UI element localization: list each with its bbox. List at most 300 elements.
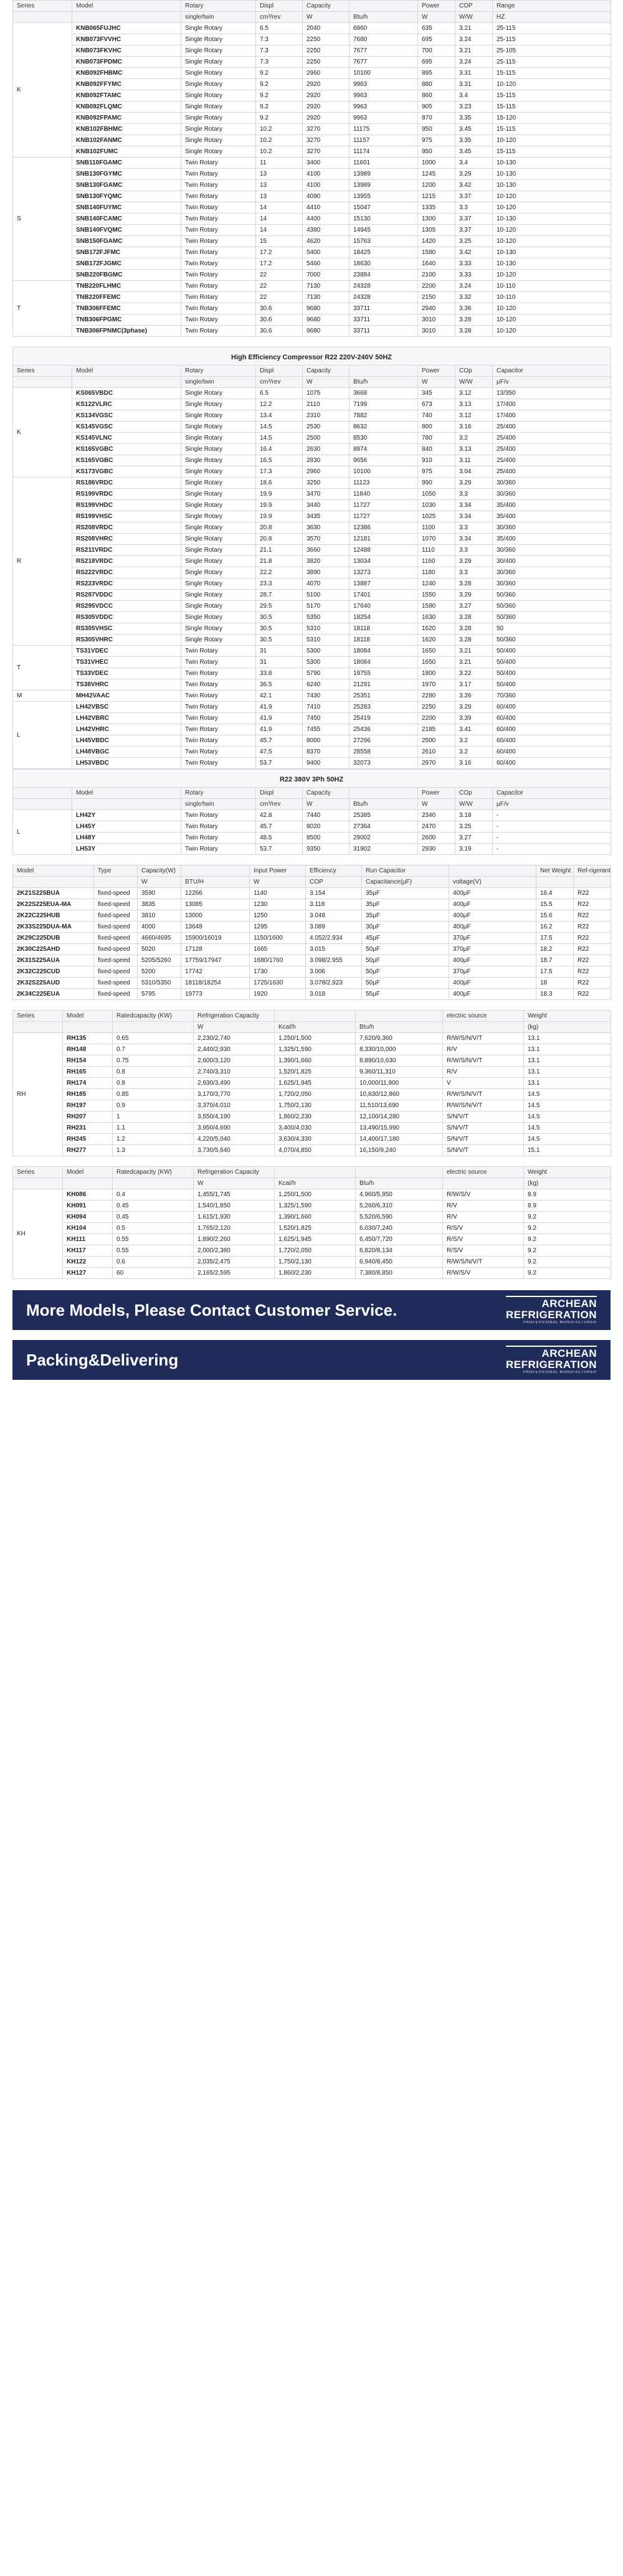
table-row bbox=[13, 601, 611, 612]
table-cell: 1,520/1,825 bbox=[275, 1223, 356, 1234]
column-header: Model bbox=[13, 866, 94, 877]
table-row bbox=[13, 1268, 611, 1279]
table-cell: 22 bbox=[256, 281, 303, 292]
table-cell: 400μF bbox=[449, 922, 536, 933]
table-cell: 6,450/7,720 bbox=[356, 1234, 443, 1245]
table-cell: 5300 bbox=[303, 646, 350, 657]
model-cell: KH091 bbox=[63, 1201, 113, 1212]
table-cell: 1250 bbox=[250, 910, 306, 922]
table-cell: R22 bbox=[574, 989, 611, 1000]
table-cell: 400μF bbox=[449, 910, 536, 922]
model-cell: SNB172FJFMC bbox=[72, 247, 181, 258]
table-cell: 3.21 bbox=[455, 657, 493, 668]
table-cell: 3.29 bbox=[455, 478, 493, 489]
table-cell: 975 bbox=[418, 466, 455, 478]
table-cell: 10-130 bbox=[493, 169, 611, 180]
column-header bbox=[13, 1022, 63, 1033]
table-cell: 400μF bbox=[449, 888, 536, 899]
column-header: Model bbox=[72, 788, 181, 799]
table-cell: 9350 bbox=[303, 844, 350, 855]
table-cell: 400μF bbox=[449, 989, 536, 1000]
table-cell: 0.45 bbox=[113, 1212, 194, 1223]
header-row bbox=[13, 366, 611, 377]
table-row bbox=[13, 955, 611, 966]
table-row bbox=[13, 500, 611, 511]
model-cell: RH148 bbox=[63, 1044, 113, 1055]
table-cell: 17128 bbox=[181, 944, 250, 955]
table-cell: Twin Rotary bbox=[181, 702, 256, 713]
model-cell: KNB092FFYMC bbox=[72, 79, 181, 90]
model-cell: RS305VDDC bbox=[72, 612, 181, 623]
table-cell: 47.5 bbox=[256, 747, 303, 758]
table-cell: 4380 bbox=[303, 225, 350, 236]
table-row bbox=[13, 444, 611, 455]
table-cell: 45.7 bbox=[256, 821, 303, 833]
table-row bbox=[13, 944, 611, 955]
table-cell: 740 bbox=[418, 410, 455, 422]
table-cell: 18.6 bbox=[256, 478, 303, 489]
table-cell: 7,620/9,360 bbox=[356, 1033, 443, 1044]
table-row bbox=[13, 713, 611, 724]
column-header: Capacity bbox=[303, 366, 350, 377]
table-cell: Twin Rotary bbox=[181, 214, 256, 225]
table-cell: S/N/V/T bbox=[443, 1111, 524, 1123]
column-header: Input Power bbox=[250, 866, 306, 877]
table-cell: Single Rotary bbox=[181, 567, 256, 578]
model-cell: TNB220FFEMC bbox=[72, 292, 181, 303]
model-cell: KNB102FBHMC bbox=[72, 124, 181, 135]
table-cell: 14 bbox=[256, 225, 303, 236]
table-cell: 990 bbox=[418, 478, 455, 489]
table-cell: 700 bbox=[418, 45, 455, 57]
table-cell: 3.048 bbox=[306, 910, 362, 922]
table-cell: R/S/V bbox=[443, 1245, 524, 1257]
compressor-table-1 bbox=[12, 0, 611, 337]
table-cell: 3810 bbox=[138, 910, 181, 922]
table-cell: 4100 bbox=[303, 180, 350, 191]
table-cell: 1025 bbox=[418, 511, 455, 522]
model-cell: LH45VBDC bbox=[72, 735, 181, 747]
header-row bbox=[13, 1178, 611, 1189]
table-cell: 25-115 bbox=[493, 23, 611, 34]
table-cell: 3.45 bbox=[455, 124, 493, 135]
table-row bbox=[13, 326, 611, 337]
table-cell: 9.2 bbox=[256, 101, 303, 113]
table-cell: 70/360 bbox=[493, 691, 611, 702]
logo-line-3: PROFESSIONAL MANUFACTURER bbox=[523, 1371, 597, 1374]
model-cell: RS199VHDC bbox=[72, 500, 181, 511]
model-cell: LH42Y bbox=[72, 810, 181, 821]
table-cell: 5,260/6,310 bbox=[356, 1201, 443, 1212]
table-cell: 2500 bbox=[418, 735, 455, 747]
table-cell: 13887 bbox=[350, 578, 418, 590]
column-header: cm³/rev bbox=[256, 12, 303, 23]
table-row bbox=[13, 758, 611, 769]
model-cell: RH135 bbox=[63, 1033, 113, 1044]
table-cell: 5170 bbox=[303, 601, 350, 612]
model-cell: KS165VGBC bbox=[72, 455, 181, 466]
table-cell: 9,360/11,310 bbox=[356, 1067, 443, 1078]
table-cell: 2,000/2,380 bbox=[194, 1245, 275, 1257]
table-cell: 3.34 bbox=[455, 534, 493, 545]
table-cell: 10-130 bbox=[493, 247, 611, 258]
table-cell: 53.7 bbox=[256, 844, 303, 855]
table-cell: 14.5 bbox=[524, 1123, 611, 1134]
logo-line-1: ARCHEAN bbox=[541, 1347, 597, 1359]
column-header: Btu/h bbox=[350, 12, 418, 23]
column-header: cm³/rev bbox=[256, 377, 303, 388]
table-cell: 3.24 bbox=[455, 281, 493, 292]
table-cell: 3010 bbox=[418, 326, 455, 337]
table-cell: 14.5 bbox=[524, 1089, 611, 1100]
table-cell: fixed-speed bbox=[94, 944, 138, 955]
table-row bbox=[13, 933, 611, 944]
table-cell: 11157 bbox=[350, 135, 418, 146]
model-cell: RS208VRDC bbox=[72, 522, 181, 534]
table-cell: 3.24 bbox=[455, 57, 493, 68]
column-header: single/twin bbox=[181, 12, 256, 23]
model-cell: KS173VGBC bbox=[72, 466, 181, 478]
table-cell: Single Rotary bbox=[181, 590, 256, 601]
model-cell: KH122 bbox=[63, 1257, 113, 1268]
table-cell: 17401 bbox=[350, 590, 418, 601]
table-row bbox=[13, 23, 611, 34]
model-cell: 2K32C225CUD bbox=[13, 966, 94, 978]
table-cell: 18630 bbox=[350, 258, 418, 270]
header-row bbox=[13, 866, 611, 877]
table-row bbox=[13, 657, 611, 668]
table-cell: 1,860/2,230 bbox=[275, 1111, 356, 1123]
table-cell: 1580 bbox=[418, 601, 455, 612]
table-cell: Twin Rotary bbox=[181, 821, 256, 833]
table-cell: 9.2 bbox=[256, 79, 303, 90]
table-cell: 2530 bbox=[303, 422, 350, 433]
table-cell: 17/400 bbox=[493, 410, 611, 422]
table-cell: fixed-speed bbox=[94, 888, 138, 899]
column-header: Ratedcapacity (KW) bbox=[113, 1011, 194, 1022]
table-cell: fixed-speed bbox=[94, 910, 138, 922]
model-cell: KH117 bbox=[63, 1245, 113, 1257]
column-header: Model bbox=[63, 1011, 113, 1022]
model-cell: KS145VGSC bbox=[72, 422, 181, 433]
table-cell: 8974 bbox=[350, 444, 418, 455]
model-cell: KH111 bbox=[63, 1234, 113, 1245]
table-cell: 13273 bbox=[350, 567, 418, 578]
table-cell: 15-115 bbox=[493, 90, 611, 101]
column-header: W bbox=[303, 799, 350, 810]
table-cell: 0.55 bbox=[113, 1234, 194, 1245]
table-cell: 18.2 bbox=[536, 944, 574, 955]
table-cell: 25-115 bbox=[493, 57, 611, 68]
table-cell: 3.006 bbox=[306, 966, 362, 978]
model-cell: SNB150FGAMC bbox=[72, 236, 181, 247]
table-cell: 15-120 bbox=[493, 113, 611, 124]
table-cell: R/V bbox=[443, 1201, 524, 1212]
table-cell: 21291 bbox=[350, 679, 418, 691]
compressor-table-3 bbox=[12, 787, 611, 855]
table-cell: 13034 bbox=[350, 556, 418, 567]
table-cell: 10.2 bbox=[256, 124, 303, 135]
column-header: Series bbox=[13, 1, 72, 12]
table-cell: 1,325/1,590 bbox=[275, 1044, 356, 1055]
table-cell: Single Rotary bbox=[181, 135, 256, 146]
table-cell: 9963 bbox=[350, 101, 418, 113]
table-row bbox=[13, 511, 611, 522]
table-cell: Twin Rotary bbox=[181, 169, 256, 180]
table-cell: 8530 bbox=[350, 433, 418, 444]
table-cell: 14.5 bbox=[524, 1111, 611, 1123]
table-cell: 3.25 bbox=[455, 236, 493, 247]
table-cell: 1630 bbox=[418, 612, 455, 623]
table-cell: 13989 bbox=[350, 180, 418, 191]
table-cell: 2250 bbox=[303, 34, 350, 45]
table-cell: 6.5 bbox=[256, 23, 303, 34]
model-cell: KNB102FANMC bbox=[72, 135, 181, 146]
table-cell: 50/400 bbox=[493, 657, 611, 668]
table-cell: 27364 bbox=[350, 821, 418, 833]
table-cell: 1,325/1,590 bbox=[275, 1201, 356, 1212]
model-cell: RS223VRDC bbox=[72, 578, 181, 590]
table-cell: 50/400 bbox=[493, 668, 611, 679]
table-cell: Single Rotary bbox=[181, 635, 256, 646]
table-cell: 5020 bbox=[138, 944, 181, 955]
model-cell: 2K22C225HUB bbox=[13, 910, 94, 922]
table-cell: 3.28 bbox=[455, 635, 493, 646]
table-cell: 0.75 bbox=[113, 1055, 194, 1067]
table-cell: 35/400 bbox=[493, 534, 611, 545]
table-cell: 1,250/1,500 bbox=[275, 1189, 356, 1201]
table-cell: 17.5 bbox=[536, 933, 574, 944]
table-cell: R/W/S/V bbox=[443, 1268, 524, 1279]
table-cell: 30.5 bbox=[256, 612, 303, 623]
table-row bbox=[13, 1234, 611, 1245]
table-cell: R/S/V bbox=[443, 1223, 524, 1234]
model-cell: KNB092FPAMC bbox=[72, 113, 181, 124]
table-cell: 3.31 bbox=[455, 79, 493, 90]
table-row bbox=[13, 922, 611, 933]
table-cell: 3.16 bbox=[455, 758, 493, 769]
table-cell: 2930 bbox=[418, 844, 455, 855]
table-cell: 2920 bbox=[303, 90, 350, 101]
table-cell: 3.34 bbox=[455, 500, 493, 511]
table-cell: 5400 bbox=[303, 247, 350, 258]
column-header: (kg) bbox=[524, 1022, 611, 1033]
model-cell: TS33VDEC bbox=[72, 668, 181, 679]
table-row bbox=[13, 679, 611, 691]
table-cell: 5790 bbox=[303, 668, 350, 679]
table-cell: Single Rotary bbox=[181, 388, 256, 399]
table-cell: 9656 bbox=[350, 455, 418, 466]
table-cell: 3.4 bbox=[455, 158, 493, 169]
table-cell: 18084 bbox=[350, 646, 418, 657]
table-row bbox=[13, 303, 611, 314]
table-row bbox=[13, 124, 611, 135]
table-cell: 0.8 bbox=[113, 1078, 194, 1089]
table-cell: R/S/V bbox=[443, 1234, 524, 1245]
model-cell: SNB130FGAMC bbox=[72, 180, 181, 191]
table-cell: 50/360 bbox=[493, 612, 611, 623]
column-header bbox=[356, 1011, 443, 1022]
table-cell: 7,380/8,850 bbox=[356, 1268, 443, 1279]
table-cell: fixed-speed bbox=[94, 922, 138, 933]
model-cell: TNB306FPNMC(3phase) bbox=[72, 326, 181, 337]
column-header: Btu/h bbox=[356, 1022, 443, 1033]
table-cell: 13.1 bbox=[524, 1055, 611, 1067]
table-cell: Twin Rotary bbox=[181, 270, 256, 281]
table-row bbox=[13, 635, 611, 646]
table-row bbox=[13, 1078, 611, 1089]
table-cell: 13 bbox=[256, 191, 303, 202]
table-cell: 15-115 bbox=[493, 101, 611, 113]
table-row bbox=[13, 966, 611, 978]
table-cell: Twin Rotary bbox=[181, 833, 256, 844]
column-header: electric source bbox=[443, 1167, 524, 1178]
table-cell: Single Rotary bbox=[181, 511, 256, 522]
column-header: W bbox=[303, 377, 350, 388]
table-cell: 3.16 bbox=[455, 422, 493, 433]
table-cell: 2310 bbox=[303, 410, 350, 422]
table-row bbox=[13, 191, 611, 202]
series-cell: RH bbox=[13, 1033, 63, 1156]
table-cell: 18118 bbox=[350, 635, 418, 646]
table-row bbox=[13, 158, 611, 169]
table-cell: 1100 bbox=[418, 522, 455, 534]
table-cell: 18118 bbox=[350, 623, 418, 635]
table-cell: 18 bbox=[536, 978, 574, 989]
table-row bbox=[13, 478, 611, 489]
table-cell: 5795 bbox=[138, 989, 181, 1000]
table-cell: 1.1 bbox=[113, 1123, 194, 1134]
table-cell: 3.29 bbox=[455, 556, 493, 567]
column-header: Capacity(W) bbox=[138, 866, 181, 877]
table-row bbox=[13, 1111, 611, 1123]
table-row bbox=[13, 821, 611, 833]
table-cell: 2185 bbox=[418, 724, 455, 735]
table-cell: R22 bbox=[574, 888, 611, 899]
table-cell: 5310 bbox=[303, 635, 350, 646]
table-row bbox=[13, 1100, 611, 1111]
table-cell: 0.5 bbox=[113, 1223, 194, 1234]
table-cell: 1650 bbox=[418, 657, 455, 668]
table-cell: R22 bbox=[574, 966, 611, 978]
model-cell: LH42VHRC bbox=[72, 724, 181, 735]
table-cell: 2830 bbox=[303, 455, 350, 466]
series-cell: L bbox=[13, 810, 72, 855]
banner-text: Packing&Delivering bbox=[26, 1350, 179, 1369]
table-row bbox=[13, 202, 611, 214]
table-row bbox=[13, 668, 611, 679]
table-cell: 50/360 bbox=[493, 601, 611, 612]
table-cell: 15130 bbox=[350, 214, 418, 225]
table-cell: 2500 bbox=[303, 433, 350, 444]
table-row bbox=[13, 68, 611, 79]
table-cell: 9.2 bbox=[256, 90, 303, 101]
table-row bbox=[13, 612, 611, 623]
table-cell: Single Rotary bbox=[181, 422, 256, 433]
table-cell: 27296 bbox=[350, 735, 418, 747]
table-cell: 13.1 bbox=[524, 1067, 611, 1078]
table-cell: 25-105 bbox=[493, 45, 611, 57]
column-header: COp bbox=[455, 788, 493, 799]
table-cell: 3.28 bbox=[455, 326, 493, 337]
table-cell: 2340 bbox=[418, 810, 455, 821]
table-cell: Twin Rotary bbox=[181, 202, 256, 214]
column-header: Power bbox=[418, 1, 455, 12]
table-cell: 31 bbox=[256, 646, 303, 657]
table-cell: 2470 bbox=[418, 821, 455, 833]
table-cell: 3.118 bbox=[306, 899, 362, 910]
table-cell: 24328 bbox=[350, 292, 418, 303]
table-cell: R/V bbox=[443, 1067, 524, 1078]
table-cell: 9963 bbox=[350, 90, 418, 101]
table-cell: 15-115 bbox=[493, 124, 611, 135]
table-cell: 48.5 bbox=[256, 833, 303, 844]
table-cell: 7455 bbox=[303, 724, 350, 735]
column-header: Capacitor bbox=[493, 366, 611, 377]
table-cell: 370μF bbox=[449, 944, 536, 955]
table-cell: 9.2 bbox=[256, 113, 303, 124]
table-cell: R/W/S/N/V/T bbox=[443, 1089, 524, 1100]
table-cell: 6.5 bbox=[256, 388, 303, 399]
table-cell: 30.5 bbox=[256, 635, 303, 646]
column-header bbox=[356, 1167, 443, 1178]
table-cell: Twin Rotary bbox=[181, 691, 256, 702]
table-cell: 10-120 bbox=[493, 303, 611, 314]
table-cell: 1050 bbox=[418, 489, 455, 500]
table-row bbox=[13, 399, 611, 410]
model-cell: RS295VDCC bbox=[72, 601, 181, 612]
table-cell: 4070 bbox=[303, 578, 350, 590]
table-cell: 25283 bbox=[350, 702, 418, 713]
table-cell: 30μF bbox=[362, 922, 449, 933]
table-cell: Single Rotary bbox=[181, 455, 256, 466]
series-cell: K bbox=[13, 388, 72, 478]
table-cell: 35μF bbox=[362, 888, 449, 899]
table-cell: 9.2 bbox=[524, 1268, 611, 1279]
model-cell: 2K22S225EUA-MA bbox=[13, 899, 94, 910]
table-cell: Twin Rotary bbox=[181, 735, 256, 747]
column-header: COp bbox=[455, 366, 493, 377]
table-cell: 10-130 bbox=[493, 158, 611, 169]
table-cell: 2630 bbox=[303, 444, 350, 455]
header-row bbox=[13, 12, 611, 23]
table-cell: 1550 bbox=[418, 590, 455, 601]
column-header: COP bbox=[455, 1, 493, 12]
table-cell: 4000 bbox=[138, 922, 181, 933]
table-cell: 3.28 bbox=[455, 612, 493, 623]
table-cell: 15-115 bbox=[493, 68, 611, 79]
table-row bbox=[13, 646, 611, 657]
table-cell: 3.37 bbox=[455, 191, 493, 202]
table-cell: 3.154 bbox=[306, 888, 362, 899]
table-cell: 13.1 bbox=[524, 1078, 611, 1089]
table-cell: Single Rotary bbox=[181, 45, 256, 57]
column-header: Kcal/h bbox=[275, 1178, 356, 1189]
table-cell: 60/400 bbox=[493, 747, 611, 758]
table-cell: 5100 bbox=[303, 590, 350, 601]
table-cell: 1070 bbox=[418, 534, 455, 545]
table-row bbox=[13, 247, 611, 258]
table-cell: 3.21 bbox=[455, 646, 493, 657]
column-header bbox=[181, 866, 250, 877]
table-cell: 3570 bbox=[303, 534, 350, 545]
table-cell: 50/400 bbox=[493, 646, 611, 657]
table-row bbox=[13, 724, 611, 735]
model-cell: SNB140FCAMC bbox=[72, 214, 181, 225]
table-cell: 3400 bbox=[303, 158, 350, 169]
table-cell: 3.42 bbox=[455, 247, 493, 258]
table-cell: 60/400 bbox=[493, 735, 611, 747]
